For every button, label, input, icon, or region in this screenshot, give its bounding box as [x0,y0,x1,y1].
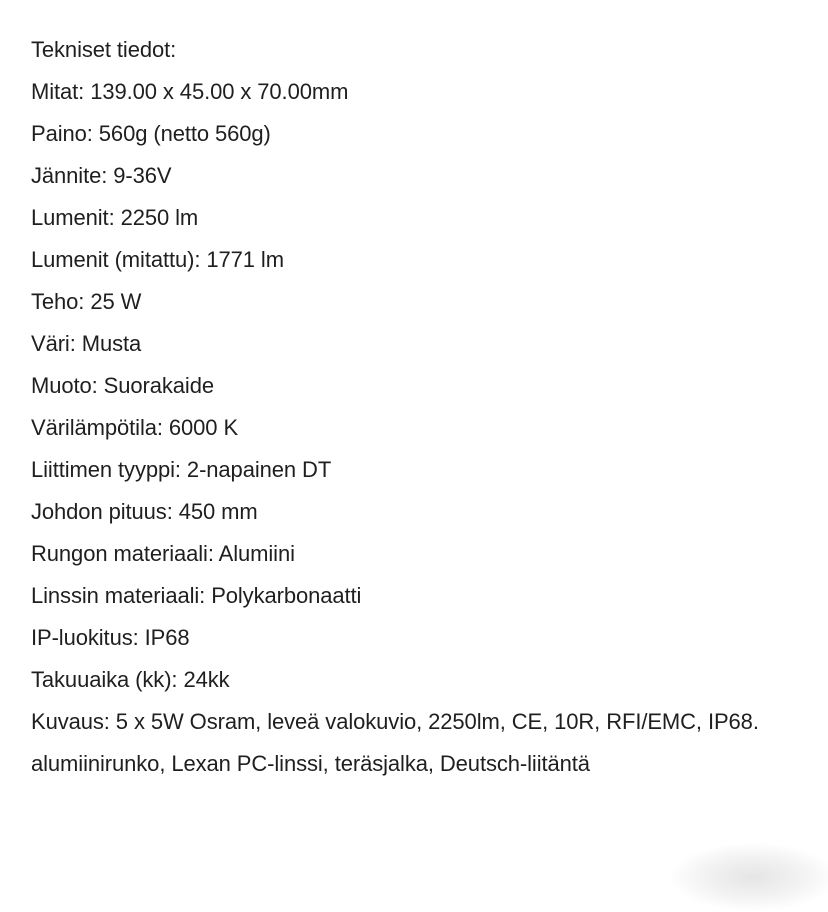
spec-description-continued: alumiinirunko, Lexan PC-linssi, teräsjalka, Deutsch-liitäntä [31,751,590,776]
spec-cable-length: Johdon pituus: 450 mm [31,499,258,524]
spec-ip-rating: IP-luokitus: IP68 [31,625,190,650]
spec-weight: Paino: 560g (netto 560g) [31,121,271,146]
spec-warranty: Takuuaika (kk): 24kk [31,667,230,692]
spec-lumens: Lumenit: 2250 lm [31,205,199,230]
spec-voltage: Jännite: 9-36V [31,163,172,188]
spec-connector-type: Liittimen tyyppi: 2-napainen DT [31,457,332,482]
spec-body-material: Rungon materiaali: Alumiini [31,541,295,566]
spec-lumens-measured: Lumenit (mitattu): 1771 lm [31,247,284,272]
spec-heading: Tekniset tiedot: [31,37,177,62]
spec-color-temperature: Värilämpötila: 6000 K [31,415,239,440]
spec-shape: Muoto: Suorakaide [31,373,214,398]
corner-shadow [668,842,828,912]
spec-lens-material: Linssin materiaali: Polykarbonaatti [31,583,362,608]
spec-dimensions: Mitat: 139.00 x 45.00 x 70.00mm [31,79,349,104]
spec-color: Väri: Musta [31,331,142,356]
spec-description: Kuvaus: 5 x 5W Osram, leveä valokuvio, 2250lm, CE, 10R, RFI/EMC, IP68. [31,709,759,734]
spec-sheet [31,29,821,785]
spec-power: Teho: 25 W [31,289,142,314]
